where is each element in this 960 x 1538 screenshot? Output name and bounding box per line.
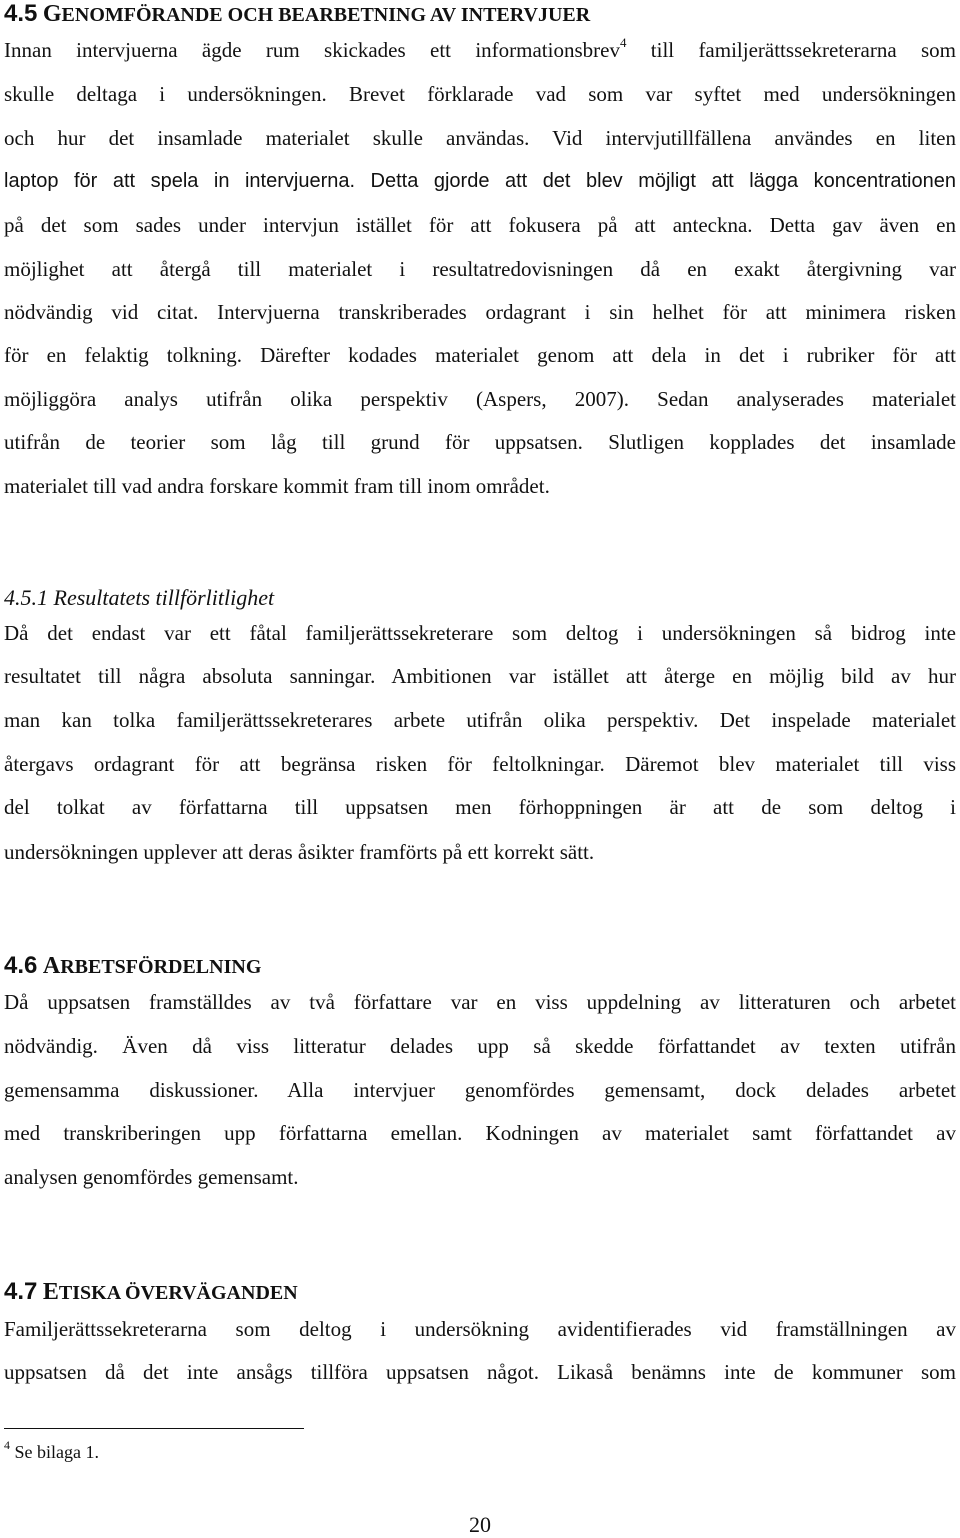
paragraph-line: Innan intervjuerna ägde rum skickades ett informationsbrev$^4$ till familjerättssekreterarna som [4,35,956,62]
heading-rest: RBETSFÖRDELNING [60,956,262,978]
paragraph-line: nödvändig vid citat. Intervjuerna transkriberades ordagrant i sin helhet för att minimera risken [4,300,956,324]
footnote-ref: 4 [619,35,627,50]
heading-rest: TISKA ÖVERVÄGANDEN [58,1282,298,1304]
footnote-text: Se bilaga 1. [10,1442,99,1462]
section-number: 4.5 [4,0,38,27]
paragraph-line: analysen genomfördes gemensamt. [4,1165,299,1189]
heading-initial: E [42,1279,59,1305]
paragraph-line: man kan tolka familjerättssekreterares arbete utifrån olika perspektiv. Det inspelade materialet [4,708,956,732]
paragraph-line: utifrån de teorier som låg till grund för uppsatsen. Slutligen kopplades det insamlade [4,430,956,454]
section-heading-4-6 [4,952,956,981]
paragraph-line: nödvändig. Även då viss litteratur delades upp så skedde författandet av texten utifrån [4,1034,956,1058]
paragraph-line: Då uppsatsen framställdes av två författare var en viss uppdelning av litteraturen och arbetet [4,990,956,1014]
footnote-separator [4,1428,304,1429]
heading-initial: G [42,1,62,27]
section-heading-4-7 [4,1278,956,1307]
paragraph-line: Då det endast var ett fåtal familjerättssekreterare som deltog i undersökningen så bidrog inte [4,621,956,645]
paragraph-line: för en felaktig tolkning. Därefter kodades materialet genom att dela in det i rubriker för att [4,343,956,367]
paragraph-line: möjlighet att återgå till materialet i resultatredovisningen då en exakt återgivning var [4,257,956,281]
paragraph-line: skulle deltaga i undersökningen. Brevet förklarade vad som var syftet med undersökningen [4,82,956,106]
paragraph-line: undersökningen upplever att deras åsikter framförts på ett korrekt sätt. [4,840,595,864]
paragraph-line: möjliggöra analys utifrån olika perspektiv (Aspers, 2007). Sedan analyserades materialet [4,387,956,411]
paragraph-line: resultatet till några absoluta sanningar. Ambitionen var istället att återge en möjlig bild av hur [4,664,956,688]
paragraph-line: materialet till vad andra forskare kommit fram till inom området. [4,474,550,498]
paragraph-line: på det som sades under intervjun istället för att fokusera på att anteckna. Detta gav även en [4,213,956,237]
section-number: 4.7 [4,1278,38,1305]
section-number: 4.6 [4,952,38,979]
paragraph-line: laptop för att spela in intervjuerna. Detta gjorde att det blev möjligt att lägga koncentrationen [4,170,956,192]
paragraph-line: del tolkat av författarna till uppsatsen men förhoppningen är att de som deltog i [4,795,956,819]
paragraph-line: Familjerättssekreterarna som deltog i undersökning avidentifierades vid framställningen av [4,1317,956,1341]
paragraph-line: återgavs ordagrant för att begränsa risken för feltolkningar. Däremot blev materialet till viss [4,752,956,776]
paragraph-line: uppsatsen då det inte ansågs tillföra uppsatsen något. Likaså benämns inte de kommuner som [4,1360,956,1384]
footnote [4,1440,99,1464]
paragraph-line: med transkriberingen upp författarna emellan. Kodningen av materialet samt författandet av [4,1121,956,1145]
heading-initial: A [42,953,61,979]
subsection-heading-4-5-1: 4.5.1 Resultatets tillförlitlighet [4,585,275,610]
page-number: 20 [469,1512,491,1537]
section-heading-4-5 [4,0,956,29]
footnote-marker: 4 [4,1438,10,1452]
heading-rest: ENOMFÖRANDE OCH BEARBETNING AV INTERVJUER [61,4,591,26]
paragraph-line: gemensamma diskussioner. Alla intervjuer genomfördes gemensamt, dock delades arbetet [4,1078,956,1102]
paragraph-line: och hur det insamlade materialet skulle användas. Vid intervjutillfällena användes en liten [4,126,956,150]
